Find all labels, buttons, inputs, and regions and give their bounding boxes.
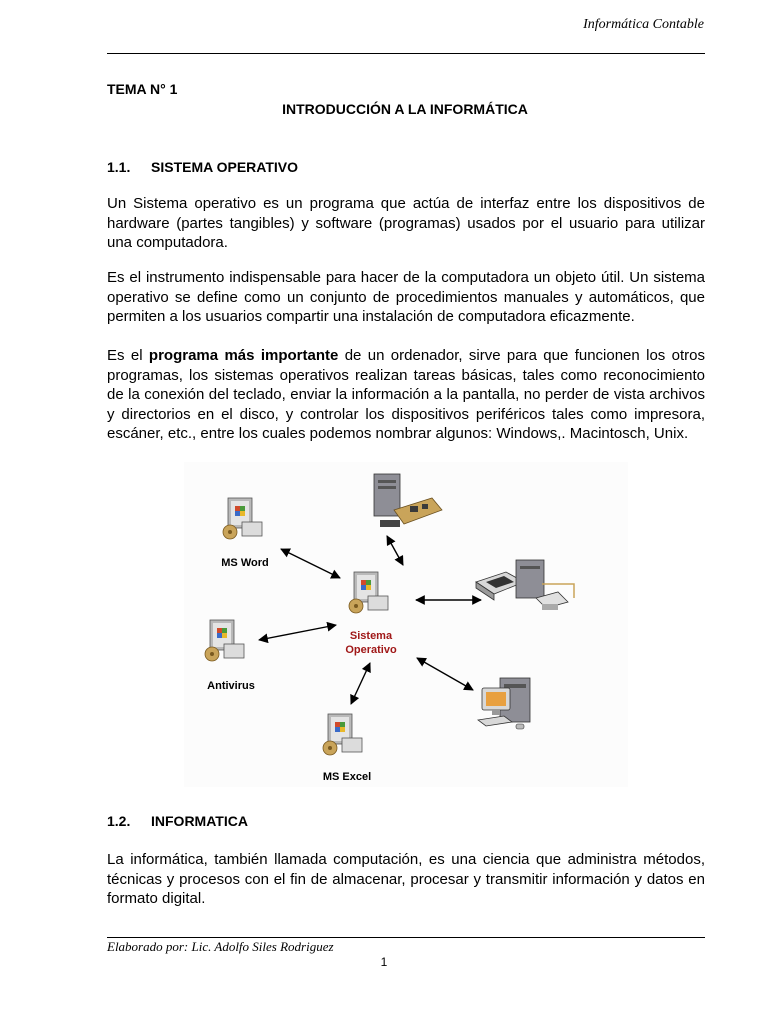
os-diagram [184, 462, 628, 787]
paragraph-2: Es el instrumento indispensable para hacer de la computadora un objeto útil. Un sistema operativo se define como un conjunto de procedimientos manuales y automáticos, que permiten a los usuarios compartir una instalación de computadora eficazmente. [107, 269, 705, 325]
section-number: 1.1. [107, 159, 131, 175]
section-title: INFORMATICA [151, 813, 248, 829]
msexcel-label: MS Excel [322, 771, 372, 783]
page-number: 1 [380, 955, 388, 969]
tema-label: TEMA N° 1 [107, 81, 178, 97]
header-rule [107, 53, 705, 54]
paragraph-4: La informática, también llamada computación, es una ciencia que administra métodos, técnicas y procesos con el fin de almacenar, procesar y transmitir información y datos en formato digital. [107, 851, 705, 907]
center-label-line2: Operativo [345, 644, 397, 656]
page-title: INTRODUCCIÓN A LA INFORMÁTICA [282, 101, 528, 117]
os-diagram-svg [184, 462, 628, 787]
msword-label: MS Word [221, 557, 269, 569]
paragraph-1: Un Sistema operativo es un programa que actúa de interfaz entre los dispositivos de hardware (partes tangibles) y software (programas) usados por el usuario para utilizar una computadora. [107, 195, 705, 251]
antivirus-label: Antivirus [207, 680, 255, 692]
paragraph-3-bold: programa más importante [148, 347, 339, 364]
footer-rule [107, 937, 705, 938]
section-number: 1.2. [107, 813, 131, 829]
header-title: Informática Contable [583, 17, 704, 32]
paragraph-3-rest: de un ordenador, sirve para que funcionen los otros programas, los sistemas operativos realizan tareas básicas, tales como reconocimiento de la conexión del teclado, enviar la información a la pantalla, no perder de vista archivos y directorios en el disco, y controlar los dispositivos periféricos tales como impresora, escáner, etc., entre los cuales podemos nombrar algunos: Windows,. Macintosch, Unix. [107, 347, 705, 442]
center-label-line1: Sistema [349, 630, 393, 642]
paragraph-3 [107, 346, 705, 444]
section-title: SISTEMA OPERATIVO [151, 159, 299, 175]
footer-author: Elaborado por: Lic. Adolfo Siles Rodriguez [107, 939, 334, 954]
section-heading-2 [107, 813, 248, 829]
paragraph-3-start: Es el [107, 347, 149, 364]
section-heading-1 [107, 159, 298, 175]
